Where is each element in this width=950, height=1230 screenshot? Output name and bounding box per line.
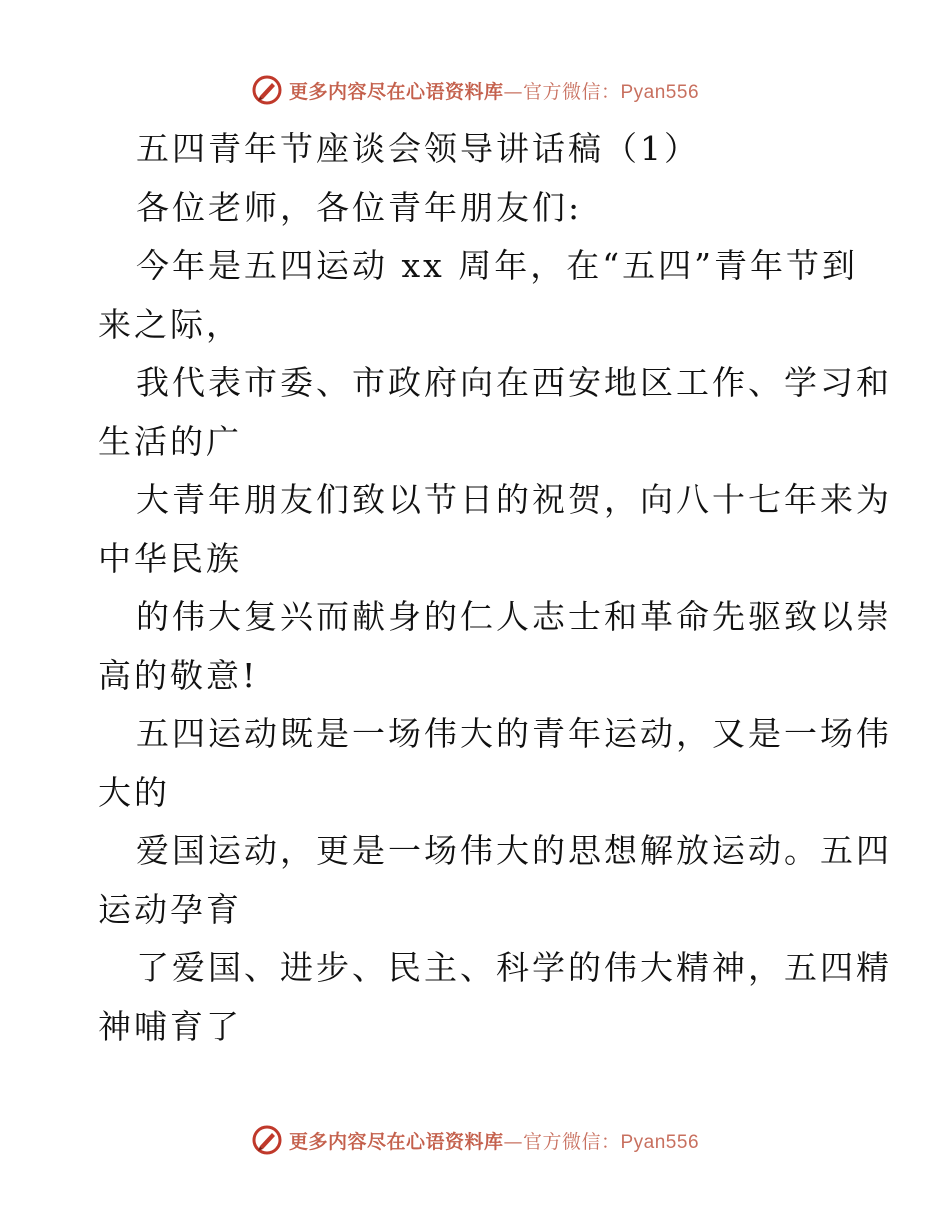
text-line: 我代表市委、市政府向在西安地区工作、学习和 bbox=[136, 363, 892, 402]
text-line: 高的敬意! bbox=[98, 655, 259, 695]
text-line: 运动孕育 bbox=[98, 889, 242, 929]
text-line: 神哺育了 bbox=[98, 1006, 242, 1046]
footer-wechat-id: Pyan556 bbox=[620, 1131, 700, 1153]
footer-banner-sub: 官方微信： bbox=[522, 1130, 621, 1153]
footer-banner-main: 更多内容尽在心语资料库 bbox=[288, 1130, 504, 1153]
header-banner bbox=[0, 70, 950, 110]
text-line: 生活的广 bbox=[98, 421, 242, 461]
header-banner-text bbox=[289, 77, 699, 104]
text-line: 各位老师，各位青年朋友们: bbox=[136, 187, 583, 227]
text-line: 大青年朋友们致以节日的祝贺，向八十七年来为 bbox=[136, 480, 892, 519]
pen-logo-icon bbox=[251, 74, 283, 106]
footer-banner-text bbox=[289, 1127, 699, 1154]
text-line: 爱国运动，更是一场伟大的思想解放运动。五四 bbox=[136, 831, 892, 870]
text-line: 今年是五四运动 xx 周年，在“五四”青年节到 bbox=[136, 246, 858, 285]
text-line: 中华民族 bbox=[98, 538, 242, 578]
text-line: 来之际， bbox=[98, 304, 242, 344]
header-banner-dash: — bbox=[503, 80, 523, 103]
header-wechat-id: Pyan556 bbox=[620, 81, 700, 103]
document-body bbox=[98, 120, 892, 1056]
document-title: 五四青年节座谈会领导讲话稿（1） bbox=[136, 129, 700, 168]
text-line: 五四运动既是一场伟大的青年运动，又是一场伟 bbox=[136, 714, 892, 753]
text-line: 了爱国、进步、民主、科学的伟大精神，五四精 bbox=[136, 948, 892, 987]
text-line: 大的 bbox=[98, 772, 170, 812]
footer-banner-dash: — bbox=[503, 1130, 523, 1153]
pen-logo-icon bbox=[251, 1124, 283, 1156]
header-banner-sub: 官方微信： bbox=[522, 80, 621, 103]
text-line: 的伟大复兴而献身的仁人志士和革命先驱致以崇 bbox=[136, 597, 892, 636]
footer-banner bbox=[0, 1120, 950, 1160]
header-banner-main: 更多内容尽在心语资料库 bbox=[288, 80, 504, 103]
